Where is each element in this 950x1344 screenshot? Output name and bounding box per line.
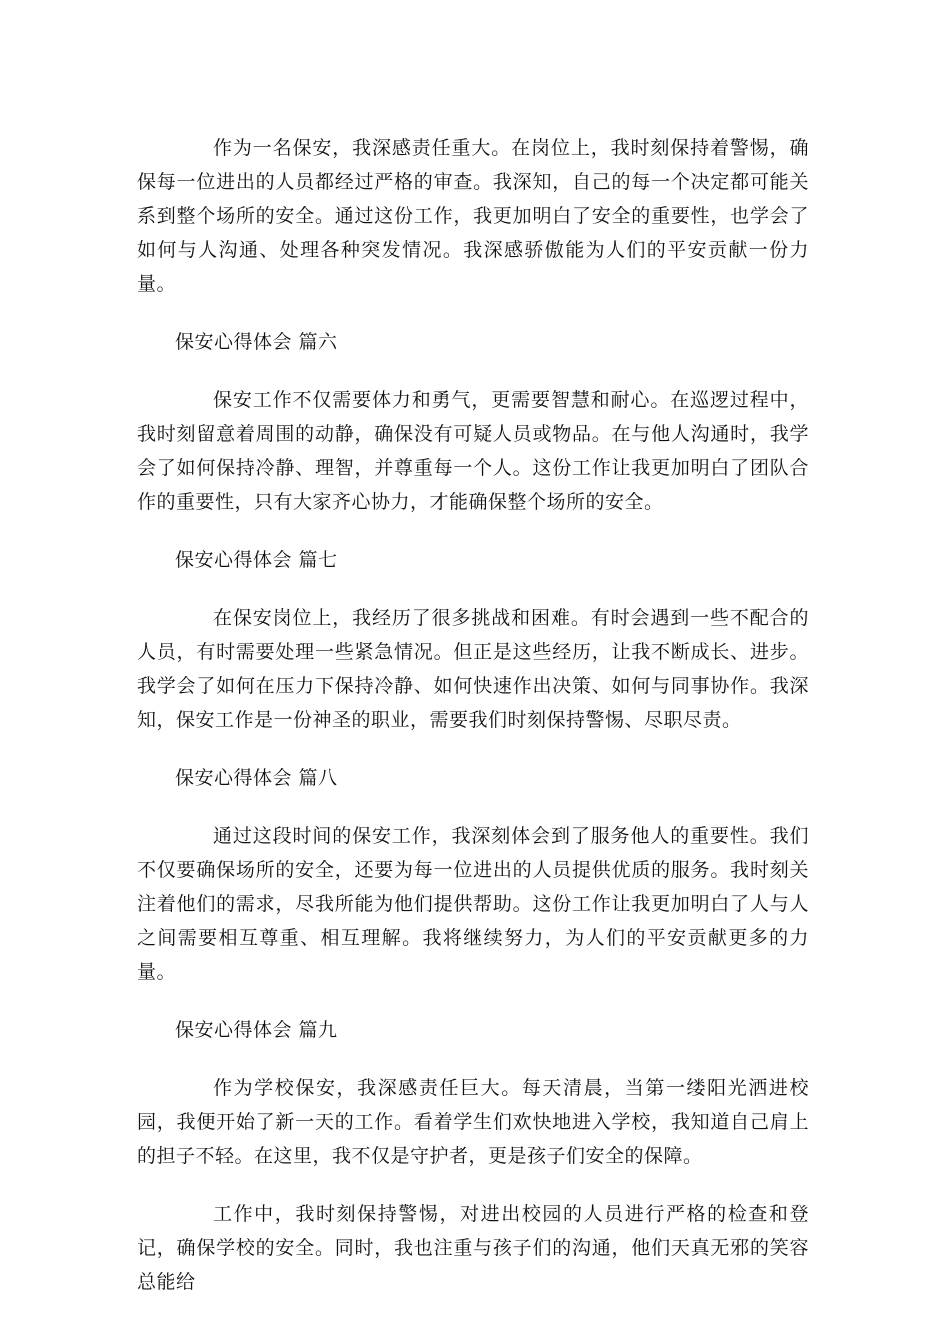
section-heading: 保安心得体会 篇七 <box>175 549 338 571</box>
section-heading: 保安心得体会 篇九 <box>175 1019 338 1041</box>
paragraph: 作为一名保安，我深感责任重大。在岗位上，我时刻保持着警惕，确保每一位进出的人员都经过严格的审查。我深知，自己的每一个决定都可能关系到整个场所的安全。通过这份工作，我更加明白了安全的重要性，也学会了如何与人沟通、处理各种突发情况。我深感骄傲能为人们的平安贡献一份力量。 <box>137 137 809 295</box>
paragraph: 通过这段时间的保安工作，我深刻体会到了服务他人的重要性。我们不仅要确保场所的安全，还要为每一位进出的人员提供优质的服务。我时刻关注着他们的需求，尽我所能为他们提供帮助。这份工作让我更加明白了人与人之间需要相互尊重、相互理解。我将继续努力，为人们的平安贡献更多的力量。 <box>137 825 809 983</box>
section-heading: 保安心得体会 篇八 <box>175 767 338 789</box>
document-body <box>137 131 809 1323</box>
paragraph: 工作中，我时刻保持警惕，对进出校园的人员进行严格的检查和登记，确保学校的安全。同时，我也注重与孩子们的沟通，他们天真无邪的笑容总能给 <box>137 1203 809 1293</box>
paragraph: 作为学校保安，我深感责任巨大。每天清晨，当第一缕阳光洒进校园，我便开始了新一天的工作。看着学生们欢快地进入学校，我知道自己肩上的担子不轻。在这里，我不仅是守护者，更是孩子们安全的保障。 <box>137 1077 809 1167</box>
paragraph: 在保安岗位上，我经历了很多挑战和困难。有时会遇到一些不配合的人员，有时需要处理一些紧急情况。但正是这些经历，让我不断成长、进步。我学会了如何在压力下保持冷静、如何快速作出决策、如何与同事协作。我深知，保安工作是一份神圣的职业，需要我们时刻保持警惕、尽职尽责。 <box>137 607 809 731</box>
section-heading: 保安心得体会 篇六 <box>175 331 338 353</box>
paragraph: 保安工作不仅需要体力和勇气，更需要智慧和耐心。在巡逻过程中，我时刻留意着周围的动静，确保没有可疑人员或物品。在与他人沟通时，我学会了如何保持冷静、理智，并尊重每一个人。这份工作让我更加明白了团队合作的重要性，只有大家齐心协力，才能确保整个场所的安全。 <box>137 389 809 513</box>
